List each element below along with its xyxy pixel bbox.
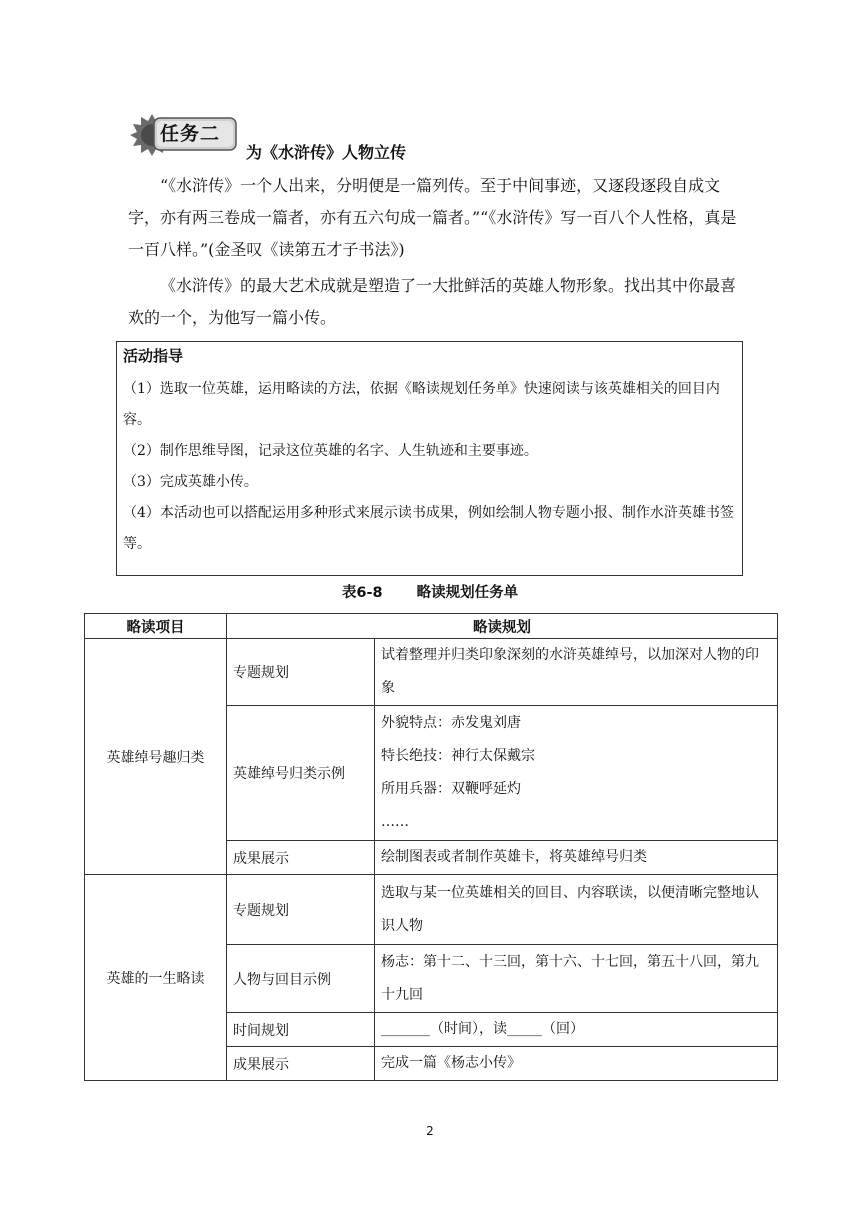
content-cell: 完成一篇《杨志小传》 bbox=[375, 1047, 778, 1081]
sub-item-cell: 专题规划 bbox=[227, 639, 375, 706]
sub-item-cell: 成果展示 bbox=[227, 841, 375, 875]
content-line: 外貌特点：赤发鬼刘唐 bbox=[381, 715, 521, 731]
content-line: 所用兵器：双鞭呼延灼 bbox=[381, 781, 521, 797]
sub-item-cell: 时间规划 bbox=[227, 1013, 375, 1047]
guide-item: （4）本活动也可以搭配运用多种形式来展示读书成果，例如绘制人物专题小报、制作水浒英雄书签等。 bbox=[123, 505, 734, 552]
reading-plan-table bbox=[84, 613, 778, 1081]
activity-guide-box bbox=[116, 341, 743, 576]
task-badge-label: 任务二 bbox=[160, 123, 221, 145]
content-cell: 选取与某一位英雄相关的回目、内容联读，以便清晰完整地认识人物 bbox=[375, 875, 778, 945]
content-cell: 试着整理并归类印象深刻的水浒英雄绰号，以加深对人物的印象 bbox=[375, 639, 778, 706]
activity-guide-title: 活动指导 bbox=[123, 347, 184, 365]
content-cell: _______（时间），读_____（回） bbox=[375, 1013, 778, 1047]
content-line: 特长绝技：神行太保戴宗 bbox=[381, 748, 535, 764]
table-caption bbox=[0, 581, 860, 602]
table-header-row bbox=[85, 614, 778, 639]
sub-item-cell: 人物与回目示例 bbox=[227, 945, 375, 1013]
sub-item-cell: 英雄绰号归类示例 bbox=[227, 706, 375, 841]
guide-item: （3）完成英雄小传。 bbox=[123, 474, 258, 490]
header-project: 略读项目 bbox=[85, 614, 227, 639]
sub-item-cell: 专题规划 bbox=[227, 875, 375, 945]
sub-item-cell: 成果展示 bbox=[227, 1047, 375, 1081]
table-caption-title: 略读规划任务单 bbox=[416, 585, 519, 601]
activity-guide-list bbox=[123, 374, 735, 560]
content-line: …… bbox=[381, 814, 409, 830]
category-cell: 英雄的一生略读 bbox=[85, 875, 227, 1081]
task-title: 为《水浒传》人物立传 bbox=[246, 143, 407, 162]
category-cell: 英雄绰号趣归类 bbox=[85, 639, 227, 875]
guide-item: （1）选取一位英雄，运用略读的方法，依据《略读规划任务单》快速阅读与该英雄相关的回目内容。 bbox=[123, 381, 720, 428]
intro-paragraph-task: 《水浒传》的最大艺术成就是塑造了一大批鲜活的英雄人物形象。找出其中你最喜欢的一个，为他写一篇小传。 bbox=[128, 276, 737, 327]
header-plan: 略读规划 bbox=[227, 614, 778, 639]
table-caption-number: 表6-8 bbox=[341, 585, 383, 601]
table-row bbox=[85, 639, 778, 706]
content-cell bbox=[375, 706, 778, 841]
content-cell: 杨志：第十二、十三回，第十六、十七回，第五十八回，第九十九回 bbox=[375, 945, 778, 1013]
table-row bbox=[85, 875, 778, 945]
page-number: 2 bbox=[426, 1124, 434, 1138]
guide-item: （2）制作思维导图，记录这位英雄的名字、人生轨迹和主要事迹。 bbox=[123, 443, 538, 459]
intro-paragraph-quote: “《水浒传》一个人出来，分明便是一篇列传。至于中间事迹，又逐段逐段自成文字，亦有两三卷成一篇者，亦有五六句成一篇者。”“《水浒传》写一百八个人性格，真是一百八样。”(金圣叹《读第五才子书法》) bbox=[128, 176, 737, 259]
content-cell: 绘制图表或者制作英雄卡，将英雄绰号归类 bbox=[375, 841, 778, 875]
